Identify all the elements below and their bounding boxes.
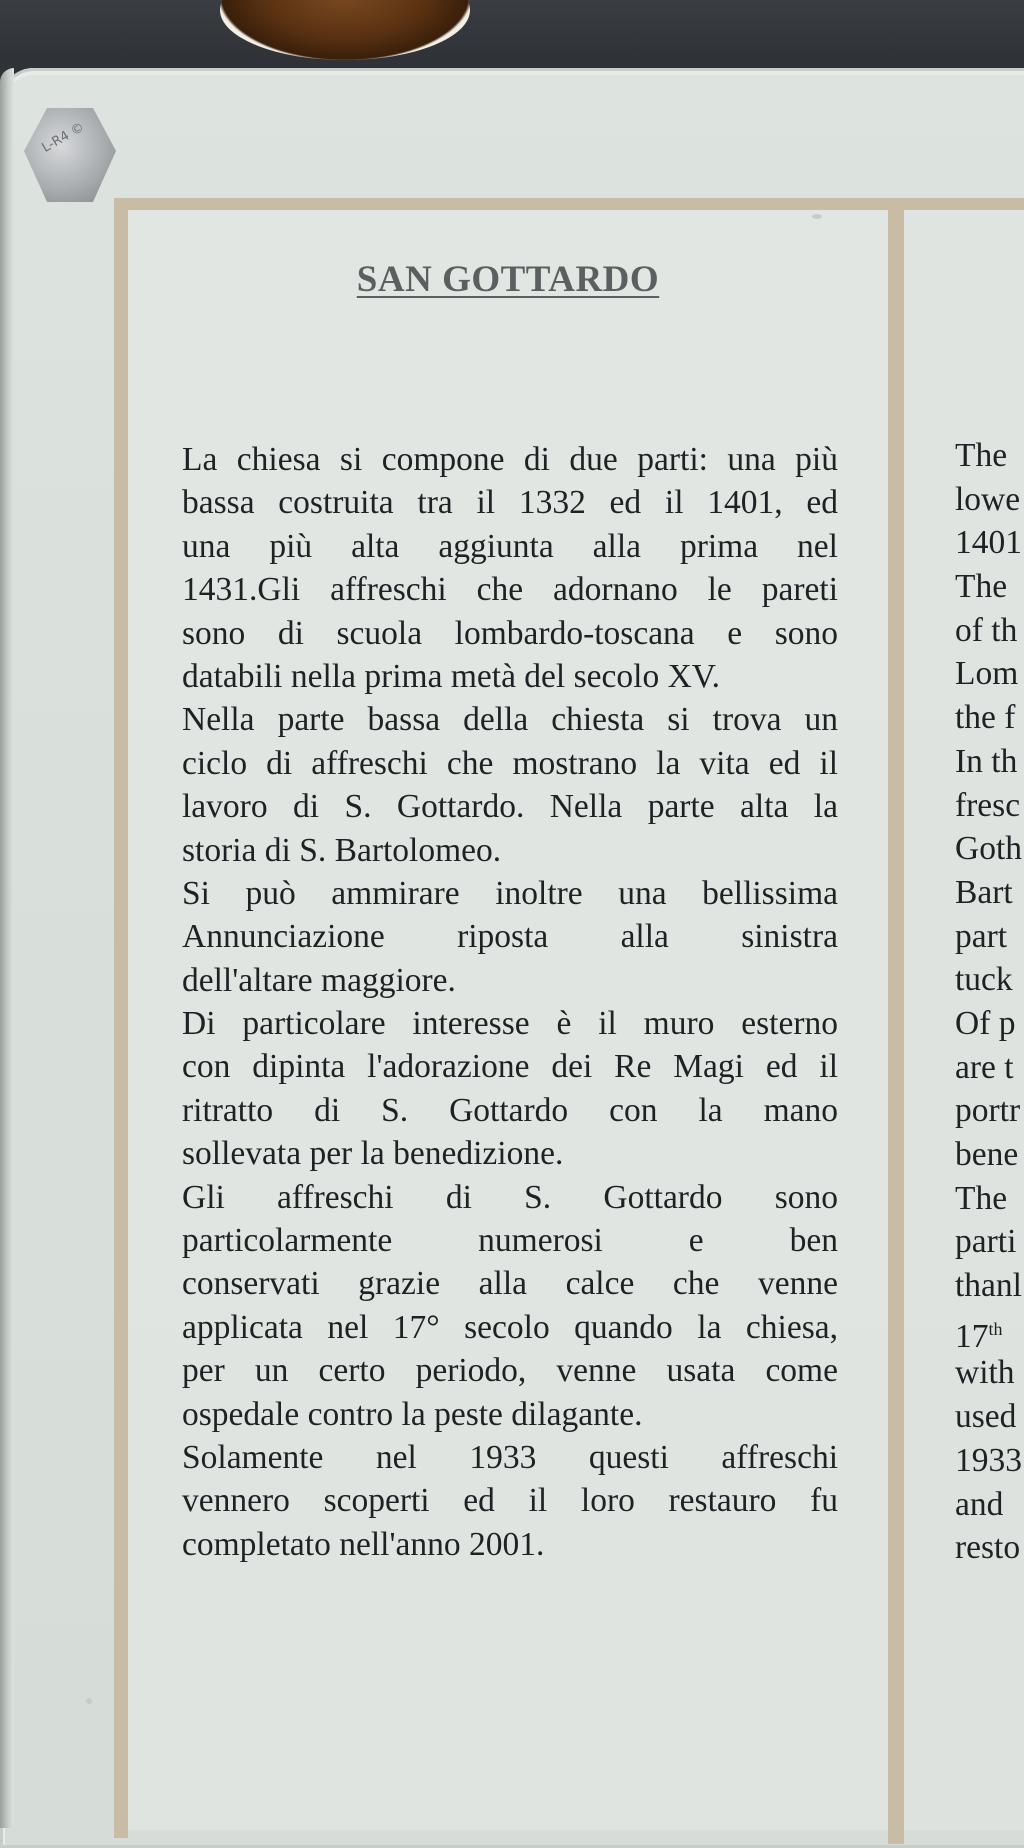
english-text-line [955,1133,1024,1177]
italian-text-line: con dipinta l'adorazione dei Re Magi ed il [182,1048,838,1086]
english-text-line [955,1526,1024,1570]
italian-text-line: 1431.Gli affreschi che adornano le pareti [182,571,838,609]
english-text-line [955,1220,1024,1264]
english-text-line [955,1089,1024,1133]
english-text-fragment: resto [955,1529,1021,1567]
english-text-line [955,740,1024,784]
english-text-line [955,609,1024,653]
english-text-fragment: part [955,917,1008,955]
english-text-fragment: parti [955,1223,1017,1261]
english-text-fragment: portr [955,1092,1021,1130]
english-text-fragment: of th [955,611,1018,649]
bolt-engraving: L-R4 © [39,119,87,156]
english-text-block [955,434,1024,1570]
italian-text-line: Annunciazione riposta alla sinistra [182,918,838,956]
sign-title-text: SAN GOTTARDO [356,259,660,300]
english-text-line [955,1002,1024,1046]
italian-text-line: Di particolare interesse è il muro esterno [182,1005,838,1043]
english-text-line [955,1308,1024,1355]
italian-text-line: completato nell'anno 2001. [182,1525,545,1563]
italian-text-line: Solamente nel 1933 questi affreschi [182,1438,838,1476]
english-text-line [955,565,1024,609]
english-text-fragment: 1401 [955,524,1022,562]
english-text-fragment: and [955,1485,1004,1523]
english-text-fragment: The [955,568,1008,606]
frame-left-border [114,198,128,1838]
english-text-line [955,871,1024,915]
italian-text-line: ritratto di S. Gottardo con la mano [182,1091,838,1129]
italian-text-line: conservati grazie alla calce che venne [182,1265,838,1303]
italian-text-line: Si può ammirare inoltre una bellissima [182,874,838,912]
english-text-fragment: lowe [955,480,1021,518]
glass-speck [86,1698,92,1704]
italian-text-line: bassa costruita tra il 1332 ed il 1401, ed [182,484,838,522]
english-text-fragment: bene [955,1136,1019,1173]
english-text-fragment: The [955,437,1008,474]
english-text-clip [904,400,1024,1600]
italian-text-line: sollevata per la benedizione. [182,1135,564,1173]
english-text-fragment: Of p [955,1004,1016,1042]
english-text-line [955,434,1024,478]
english-text-fragment: tuck [955,961,1013,999]
italian-text-block [182,438,838,1566]
english-text-line [955,1439,1024,1483]
italian-text-line: applicata nel 17° secolo quando la chiesa, [182,1308,838,1346]
italian-text-line: Gli affreschi di S. Gottardo sono [182,1178,838,1216]
english-text-line [955,1483,1024,1527]
english-text-fragment: the f [955,699,1016,737]
ordinal-superscript: th [988,1318,1003,1339]
english-text-fragment: 17 [955,1317,989,1355]
english-text-fragment: Lom [955,655,1019,693]
english-text-line [955,696,1024,740]
english-text-line [955,521,1024,565]
italian-text-line: storia di S. Bartolomeo. [182,831,502,869]
english-text-line [955,915,1024,959]
english-text-line [955,1395,1024,1439]
english-text-line [955,1264,1024,1308]
english-text-fragment: 1933 [955,1441,1022,1479]
italian-text-line: Nella parte bassa della chiesta si trova un [182,701,838,739]
italian-text-line: particolarmente numerosi e ben [182,1222,838,1260]
english-text-line [955,784,1024,828]
english-text-line [955,1351,1024,1395]
italian-text-line: sono di scuola lombardo-toscana e sono [182,614,838,652]
english-text-line [955,652,1024,696]
english-text-line [955,1177,1024,1221]
panel-edge [0,68,14,1828]
english-text-fragment: Bart [955,873,1013,911]
italian-text-line: ospedale contro la peste dilagante. [182,1395,643,1433]
italian-text-line: ciclo di affreschi che mostrano la vita ed il [182,744,838,782]
italian-text-line: lavoro di S. Gottardo. Nella parte alta la [182,788,838,826]
english-text-line [955,478,1024,522]
glass-speck [812,214,822,219]
italian-text-line: vennero scoperti ed il loro restauro fu [182,1482,838,1520]
english-text-line [955,958,1024,1002]
italian-text-line: La chiesa si compone di due parti: una più [182,441,838,478]
english-text-fragment: with [955,1354,1015,1392]
frame-column-divider [888,204,904,1844]
english-text-fragment: fresc [955,786,1021,824]
english-text-line [955,827,1024,871]
english-text-fragment: used [955,1398,1017,1436]
english-text-line [955,1046,1024,1090]
english-text-fragment: In th [955,742,1018,780]
italian-text-line: dell'altare maggiore. [182,961,456,999]
english-text-fragment: The [955,1179,1008,1217]
english-text-fragment: Goth [955,830,1022,868]
sign-title [128,258,888,301]
english-text-fragment: thanl [955,1267,1022,1305]
english-text-fragment: are t [955,1048,1014,1086]
italian-text-line: databili nella prima metà del secolo XV. [182,657,721,695]
italian-text-line: per un certo periodo, venne usata come [182,1352,838,1390]
italian-text-line: una più alta aggiunta alla prima nel [182,527,838,565]
